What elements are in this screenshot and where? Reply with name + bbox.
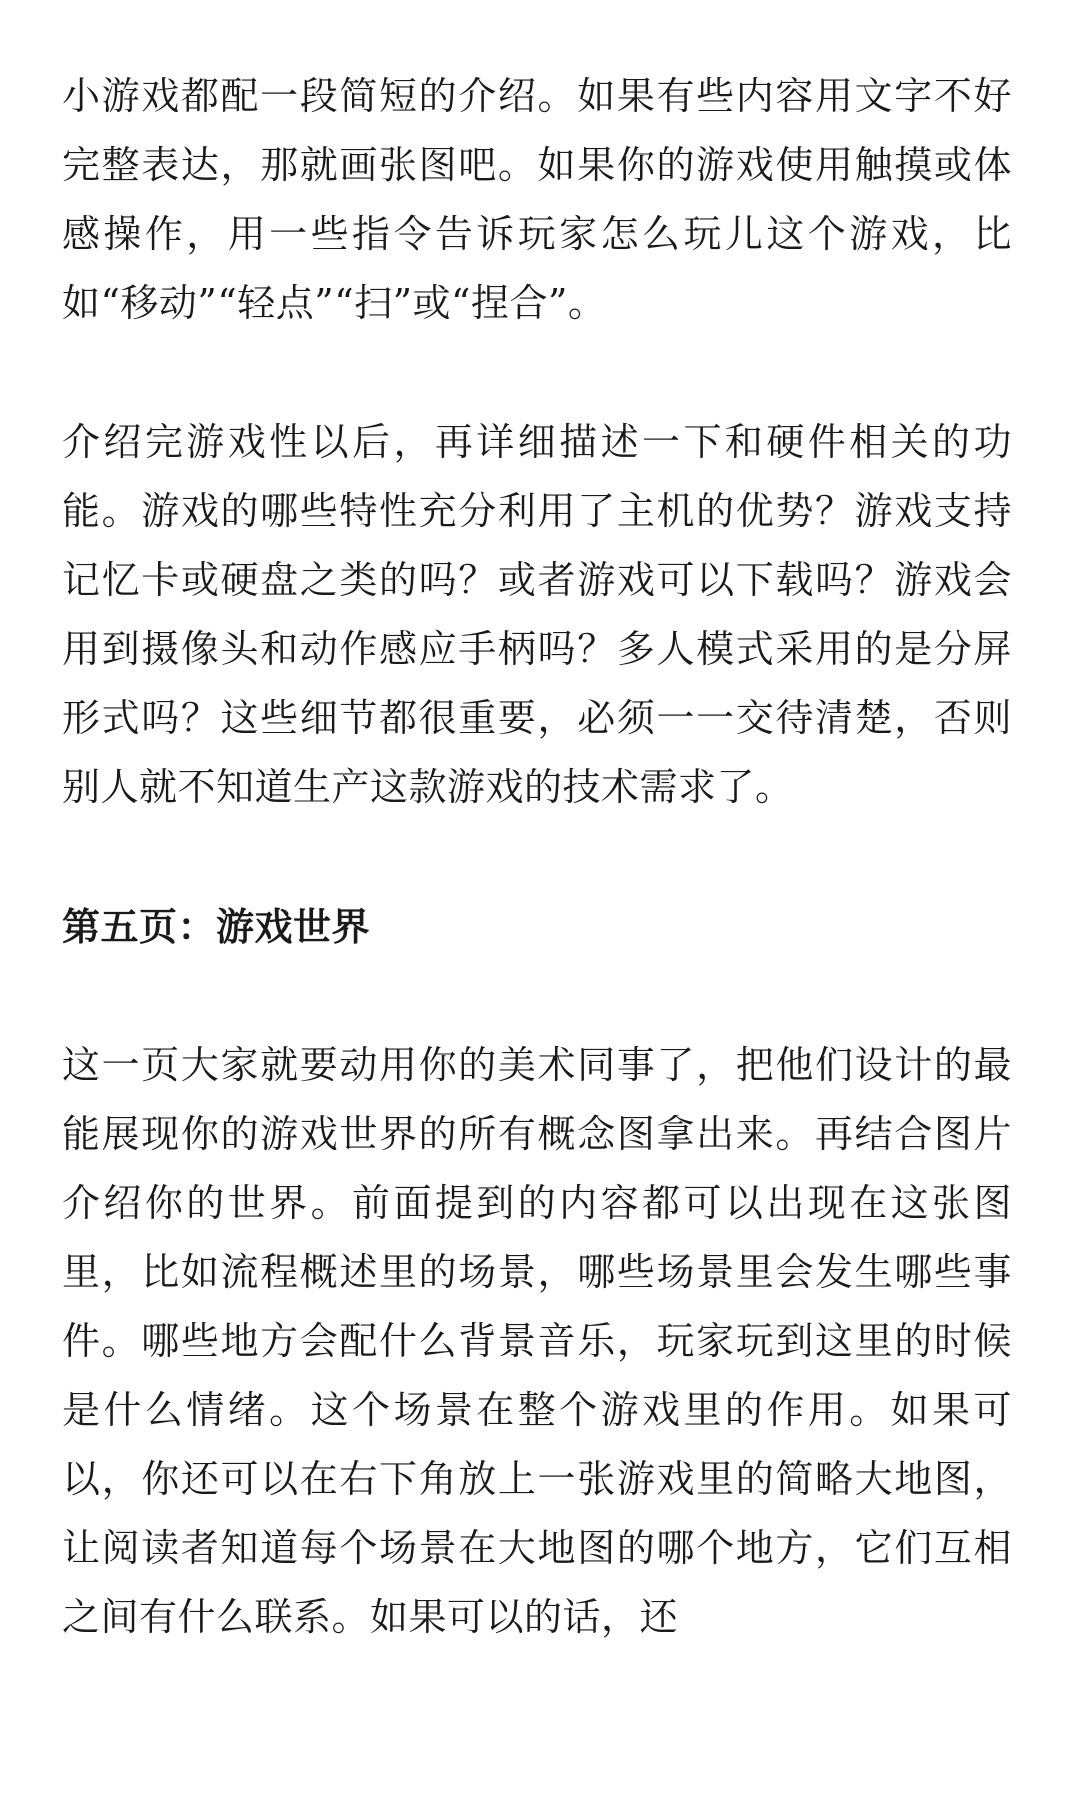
- paragraph-game-world: 这一页大家就要动用你的美术同事了，把他们设计的最能展现你的游戏世界的所有概念图拿出来。再结合图片介绍你的世界。前面提到的内容都可以出现在这张图里，比如流程概述里的场景，哪些场景里会发生哪些事件。哪些地方会配什么背景音乐，玩家玩到这里的时候是什么情绪。这个场景在整个游戏里的作用。如果可以，你还可以在右下角放上一张游戏里的简略大地图，让阅读者知道每个场景在大地图的哪个地方，它们互相之间有什么联系。如果可以的话，还: [62, 1043, 1012, 1639]
- article-body: [62, 62, 1012, 1652]
- paragraph-hardware: 介绍完游戏性以后，再详细描述一下和硬件相关的功能。游戏的哪些特性充分利用了主机的优势？游戏支持记忆卡或硬盘之类的吗？或者游戏可以下载吗？游戏会用到摄像头和动作感应手柄吗？多人模式采用的是分屏形式吗？这些细节都很重要，必须一一交待清楚，否则别人就不知道生产这款游戏的技术需求了。: [62, 420, 1012, 809]
- section-heading: 第五页：游戏世界: [62, 904, 371, 949]
- paragraph-intro: 小游戏都配一段简短的介绍。如果有些内容用文字不好完整表达，那就画张图吧。如果你的游戏使用触摸或体感操作，用一些指令告诉玩家怎么玩儿这个游戏，比如“移动”“轻点”“扫”或“捏合”。: [62, 74, 1012, 325]
